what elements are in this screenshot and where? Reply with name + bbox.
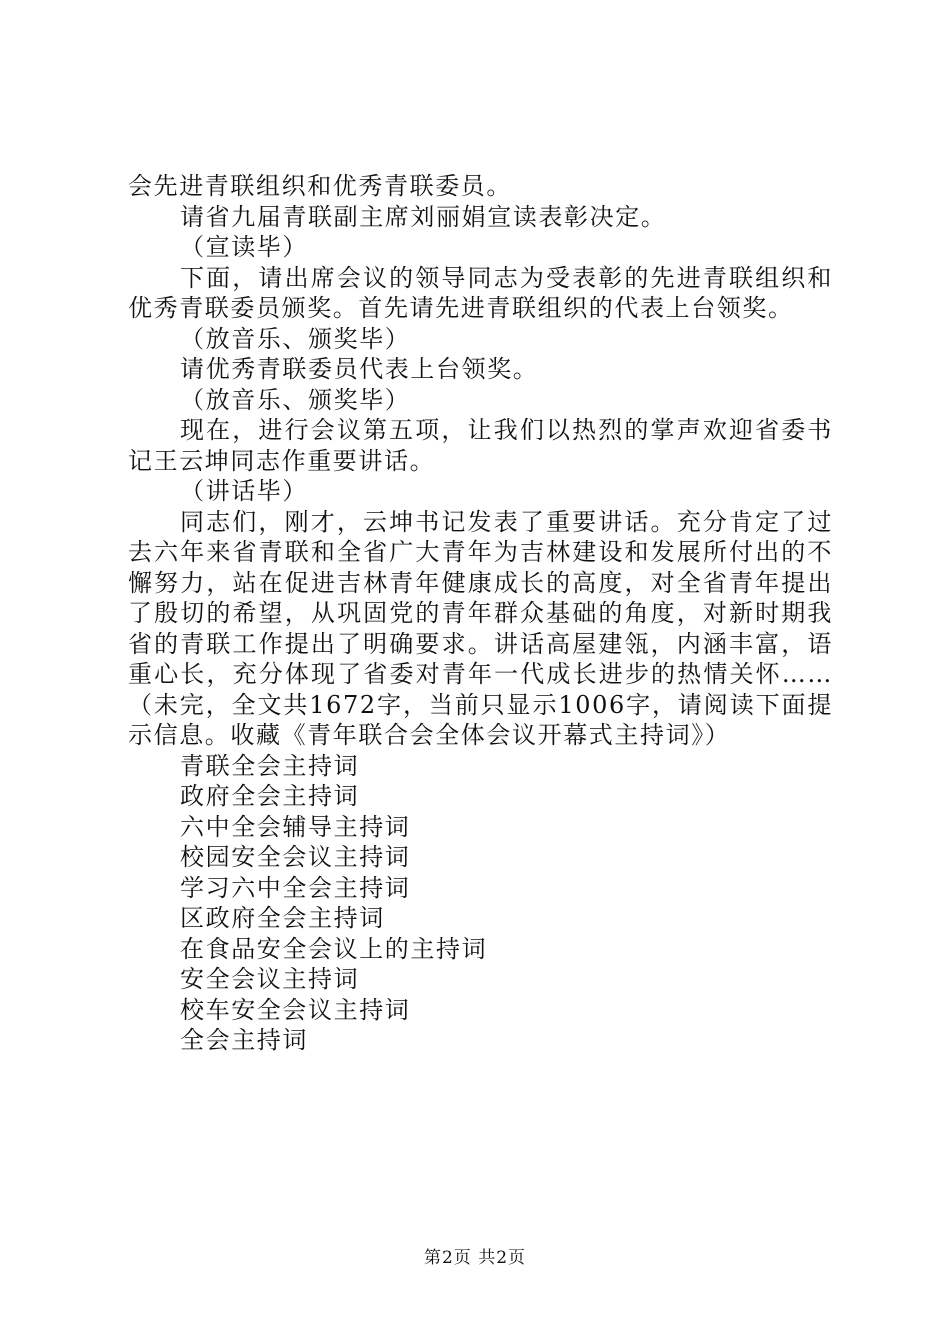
related-link[interactable]: 政府全会主持词 <box>180 782 360 810</box>
paragraph: 会先进青联组织和优秀青联委员。 <box>128 172 512 200</box>
paragraph: 现在，进行会议第五项，让我们以热烈的掌声欢迎省委书记王云坤同志作重要讲话。 <box>128 416 833 475</box>
related-link[interactable]: 校车安全会议主持词 <box>180 995 411 1024</box>
paragraph: （讲话毕） <box>180 477 308 505</box>
paragraph: 请优秀青联委员代表上台领奖。 <box>180 355 539 383</box>
related-link[interactable]: 安全会议主持词 <box>180 965 360 993</box>
document-body <box>128 171 833 1056</box>
page-footer: 第2页 共2页 <box>423 1248 527 1268</box>
related-link[interactable]: 校园安全会议主持词 <box>180 843 411 871</box>
related-link[interactable]: 全会主持词 <box>180 1026 308 1054</box>
paragraph: （宣读毕） <box>180 233 308 261</box>
paragraph: 同志们，刚才，云坤书记发表了重要讲话。充分肯定了过去六年来省青联和全省广大青年为吉林建设和发展所付出的不懈努力，站在促进吉林青年健康成长的高度，对全省青年提出了殷切的希望，从巩固党的青年群众基础的角度，对新时期我省的青联工作提出了明确要求。讲话高屋建瓴，内涵丰富，语重心长，充分体现了省委对青年一代成长进步的热情关怀……（未完，全文共1672字，当前只显示1006字，请阅读下面提示信息。收藏《青年联合会全体会议开幕式主持词》） <box>128 507 833 749</box>
paragraph: （放音乐、颁奖毕） <box>180 324 411 353</box>
related-link[interactable]: 青联全会主持词 <box>180 751 360 780</box>
related-links-list <box>128 751 833 1056</box>
paragraph: （放音乐、颁奖毕） <box>180 385 411 414</box>
paragraph: 下面，请出席会议的领导同志为受表彰的先进青联组织和优秀青联委员颁奖。首先请先进青联组织的代表上台领奖。 <box>128 263 833 322</box>
related-link[interactable]: 学习六中全会主持词 <box>180 873 411 902</box>
related-link[interactable]: 六中全会辅导主持词 <box>180 812 411 841</box>
related-link[interactable]: 区政府全会主持词 <box>180 904 385 932</box>
paragraph-list <box>128 171 833 751</box>
paragraph: 请省九届青联副主席刘丽娟宣读表彰决定。 <box>180 202 667 231</box>
related-link[interactable]: 在食品安全会议上的主持词 <box>180 934 488 963</box>
